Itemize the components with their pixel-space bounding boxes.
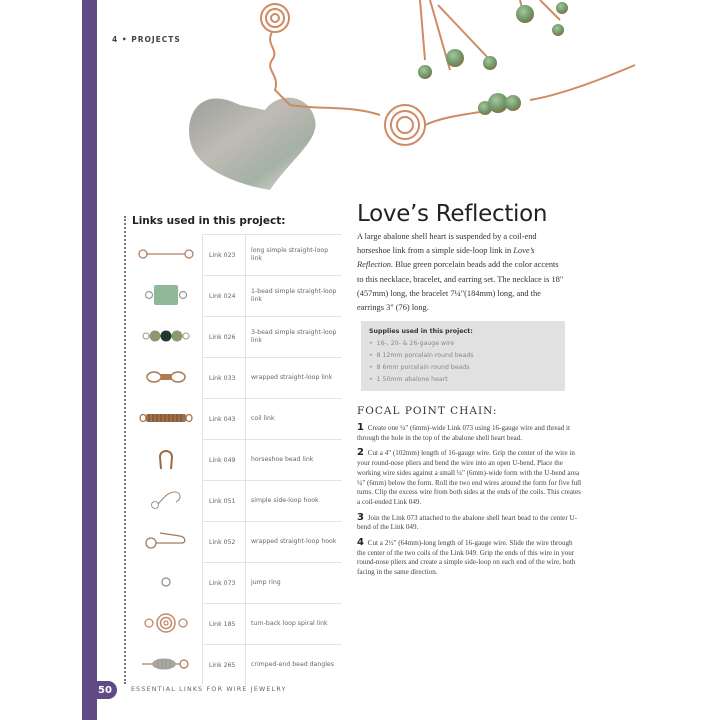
- supplies-title: Supplies used in this project:: [369, 328, 473, 335]
- link-number: Link 023: [203, 235, 246, 276]
- link-name: 3-bead simple straight-loop link: [246, 317, 343, 358]
- link-name: wrapped straight-loop hook: [246, 522, 343, 563]
- article-title: Love’s Reflection: [357, 201, 548, 227]
- intro-project-name: Love’s Reflection.: [357, 246, 535, 270]
- intro-text: A large abalone shell heart is suspended by a coil-end horseshoe link from a simple side-loop link in: [357, 232, 537, 256]
- link-number: Link 033: [203, 358, 246, 399]
- link-number: Link 052: [203, 522, 246, 563]
- article-intro: [357, 230, 567, 315]
- link-number: Link 073: [203, 563, 246, 604]
- link-name: coil link: [246, 399, 343, 440]
- link-name: turn-back loop spiral link: [246, 604, 343, 645]
- link-name: 1-bead simple straight-loop link: [246, 276, 343, 317]
- link-number: Link 026: [203, 317, 246, 358]
- dotted-divider: [124, 216, 126, 684]
- section-heading: FOCAL POINT CHAIN:: [357, 405, 498, 417]
- supplies-list: [369, 338, 565, 386]
- supply-item: • 16-, 20- & 26-gauge wire: [369, 338, 565, 350]
- horseshoe-link-icon: [156, 447, 176, 471]
- page-number: 50: [93, 681, 117, 699]
- jump-ring-icon: [160, 576, 172, 588]
- table-row: [130, 645, 342, 686]
- table-row: [130, 317, 342, 358]
- links-title: Links used in this project:: [132, 215, 286, 227]
- step-text: Create one ¼" (6mm)-wide Link 073 using 16-gauge wire and thread it through the hole in the top of the abalone shell heart bead.: [357, 424, 571, 442]
- chapter-color-bar: [82, 0, 97, 720]
- link-name: simple side-loop hook: [246, 481, 343, 522]
- links-panel: [124, 215, 344, 233]
- step-text: Join the Link 073 attached to the abalone shell heart bead to the center U-bend of the Link 049.: [357, 513, 577, 532]
- link-name: long simple straight-loop link: [246, 235, 343, 276]
- bead-dangle-icon: [142, 657, 190, 671]
- link-name: horseshoe bead link: [246, 440, 343, 481]
- step: [357, 423, 583, 443]
- table-row: [130, 276, 342, 317]
- table-row: [130, 399, 342, 440]
- book-title: ESSENTIAL LINKS FOR WIRE JEWELRY: [131, 686, 287, 693]
- jewelry-photo: [180, 0, 640, 195]
- supplies-box: [361, 321, 565, 391]
- table-row: [130, 358, 342, 399]
- step: [357, 448, 583, 507]
- link-number: Link 051: [203, 481, 246, 522]
- wrapped-loop-link-icon: [146, 369, 186, 385]
- table-row: [130, 440, 342, 481]
- table-row: [130, 235, 342, 276]
- table-row: [130, 563, 342, 604]
- link-number: Link 049: [203, 440, 246, 481]
- intro-text-continued: Blue green porcelain beads add the color accents to this necklace, bracelet, and earring set. The necklace is 18" (457mm) long, the bracelet 7¼"(184mm) long, and the earrings 3" (76) long.: [357, 260, 564, 313]
- link-name: jump ring: [246, 563, 343, 604]
- step-text: Cut a 4" (102mm) length of 16-gauge wire. Grip the center of the wire in your round-nose pliers and bend the wire into an open U-bend. Place the working wire sides against a small ¼" (6mm)-wide form with the U-bend area ¼" (6mm) below the form. Roll the two end wires around the form for five full turns. Clip the excess wire from both sides at the ends of the coils. This creates a coil-ended Link 049.: [357, 449, 582, 506]
- step: [357, 513, 583, 533]
- coil-link-icon: [139, 413, 193, 423]
- step-text: Cut a 2½" (64mm)-long length of 16-gauge wire. Slide the wire through the center of the two coils of the Link 049. Grip the ends of this wire in your round-nose pliers and create a simple side-loop on each end of the wire, both facing in the same direction.: [357, 539, 576, 577]
- step-number: 2: [357, 447, 364, 459]
- straight-loop-link-icon: [138, 248, 194, 260]
- one-bead-link-icon: [144, 283, 188, 307]
- supply-item: • 8 6mm porcelain round beads: [369, 362, 565, 374]
- side-loop-hook-icon: [149, 489, 183, 511]
- link-number: Link 185: [203, 604, 246, 645]
- link-number: Link 043: [203, 399, 246, 440]
- supply-item: • 1 50mm abalone heart: [369, 374, 565, 386]
- step-number: 4: [357, 537, 364, 549]
- links-table: [130, 234, 342, 685]
- three-bead-link-icon: [142, 329, 190, 343]
- link-number: Link 265: [203, 645, 246, 686]
- instruction-steps: [357, 423, 583, 583]
- table-row: [130, 481, 342, 522]
- table-row: [130, 604, 342, 645]
- step-number: 3: [357, 511, 364, 523]
- link-name: wrapped straight-loop link: [246, 358, 343, 399]
- supply-item: • 8 12mm porcelain round beads: [369, 350, 565, 362]
- spiral-link-icon: [144, 612, 188, 634]
- wrapped-hook-icon: [144, 531, 188, 551]
- link-number: Link 024: [203, 276, 246, 317]
- step: [357, 538, 583, 578]
- table-row: [130, 522, 342, 563]
- step-number: 1: [357, 422, 364, 433]
- link-name: crimped-end bead dangles: [246, 645, 343, 686]
- chapter-label: 4 • PROJECTS: [112, 35, 181, 44]
